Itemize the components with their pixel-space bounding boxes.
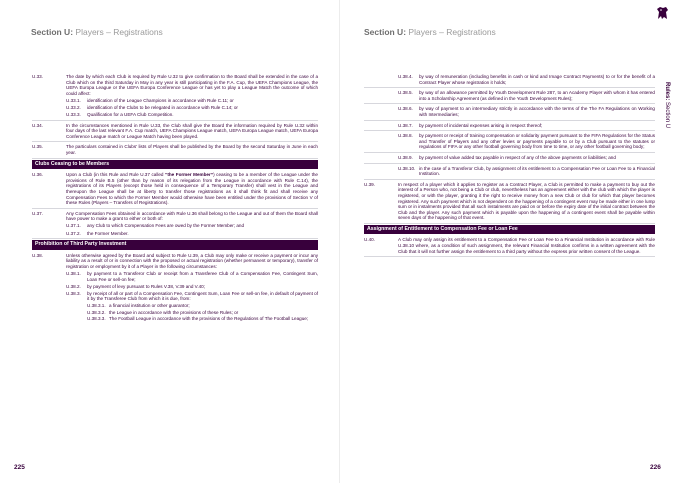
sub-rule-u38-8: U.38.8. by payment or receipt of training compensation or solidarity payment pursuant to the FIFA Regulations for the Status and Transfer of Players and any other levies or payments payable to or by a Club pursuant to the statutes or regulations of FIFA or any other football governing body from time to time, or any other football governing body; <box>364 131 655 153</box>
rule-u38 <box>32 251 318 324</box>
rule-u39 <box>364 180 655 224</box>
sub-sub-rule: U.38.3.2. the League in accordance with the provisions of these Rules; or <box>87 309 239 315</box>
heading-prohibition: Prohibition of Third Party Investment <box>32 240 318 250</box>
right-page <box>340 0 680 483</box>
right-content <box>364 72 655 257</box>
rule-u33 <box>32 72 318 121</box>
sub-rule: U.33.1. identification of the League Champions in accordance with Rule C.11; or <box>66 97 234 103</box>
sub-rule: U.38.2. by payment of levy pursuant to Rules V.38, V.39 and V.40; <box>66 283 205 289</box>
rule-text: In respect of a player which it applies to register as a Contract Player, a Club is permitted to make a payment to buy out the interest of a Person who, not being a Club or club, nevertheless has an agreement either with the club with which the player is registered, or with the player, granting it the right to receive money from a new Club or club for which that player becomes registered. Any such payment which is not dependent on the happening of a contingent event may be made either in one lump sum or in instalments provided that all such instalments are paid on or before the expiry date of the initial contract between the Club and the player. Any such payment which is payable upon the happening of a contingent event shall be payable within seven days of the happening of that event. <box>398 181 655 221</box>
sub-rule-u38-10: U.38.10. in the case of a Transferor Club, by assignment of its entitlement to a Compensation Fee or Loan Fee to a Financial Institution. <box>364 164 655 180</box>
rule-text: In the circumstances mentioned in Rule U.33, the Club shall give the Board the information required by Rule U.32 within four days of the last relevant F.A. Cup match, UEFA Champions League match, UEFA Europa League match, UEFA Europa Conference League match or League Match having been played. <box>66 122 318 139</box>
sub-rule: U.33.2. identification of the Clubs to be relegated in accordance with Rule C.14; or <box>66 104 238 110</box>
page-number: 226 <box>650 464 661 471</box>
rule-number: U.34. <box>32 122 43 128</box>
sub-rule: U.33.3. Qualification for a UEFA Club Competition. <box>66 112 174 118</box>
rule-number: U.37. <box>32 210 43 216</box>
side-tab: Rules: Section U <box>664 82 670 129</box>
rule-text: The date by which each Club is required by Rule U.32 to give confirmation to the Board shall be extended in the case of a Club which on the third Saturday in May in any year is still participating in the F.A. Cup, the UEFA Champions League, the UEFA Europa League or the UEFA Europa Conference League or has yet to play a League Match the outcome of which could affect: <box>66 74 318 96</box>
sub-rule: U.37.1. any Club to which Compensation Fees are owed by the Former Member; and <box>66 223 245 229</box>
rule-text: Any Compensation Fees obtained in accordance with Rule U.36 shall belong to the League and out of them the Board shall have power to make a grant to either or both of: <box>66 210 318 222</box>
rule-text: Unless otherwise agreed by the Board and subject to Rule U.39, a Club may only make or receive a payment or incur any liability as a result of or in connection with the proposed or actual registration (whether permanent or temporary), transfer of registration or employment by it of a Player in the following circumstances: <box>66 252 318 269</box>
rule-number: U.35. <box>32 144 43 150</box>
sub-sub-rule: U.38.3.3. The Football League in accordance with the provisions of the Regulations of The Football League; <box>87 316 309 322</box>
rule-number: U.36. <box>32 172 43 178</box>
rule-number: U.39. <box>364 181 375 187</box>
page-number: 225 <box>14 464 25 471</box>
rule-number: U.40. <box>364 237 375 243</box>
rule-u37 <box>32 209 318 239</box>
rule-number: U.38. <box>32 252 43 258</box>
rule-u35 <box>32 142 318 158</box>
sub-rule: U.37.2. the Former Member. <box>66 230 129 236</box>
section-title: Section U: Players – Registrations <box>364 27 496 37</box>
heading-ceasing-members: Clubs Ceasing to be Members <box>32 160 318 170</box>
sub-rule-u38-4: U.38.4. by way of remuneration (including benefits in cash or kind and Image Contract Payments) to or for the benefit of a Contract Player whose registration it holds; <box>364 72 655 88</box>
defined-term: “the Former Member” <box>165 172 214 178</box>
rule-number: U.33. <box>32 74 43 79</box>
rule-text: The particulars contained in Clubs' lists of Players shall be published by the Board by the second Saturday in June in each year. <box>66 144 318 156</box>
rule-text: A Club may only assign its entitlement to a Compensation Fee or Loan Fee to a Financial Institution in accordance with Rule U.38.10 where, as a condition of such assignment, the relevant Financial Institution confirms in a written agreement with the Club that it will not further assign the entitlement to a third party without the express prior written consent of the League. <box>398 237 655 254</box>
sub-rule-u38-6: U.38.6. by way of payment to an intermediary strictly in accordance with the terms of the The FA Regulations on Working with Intermediaries; <box>364 104 655 120</box>
left-content <box>32 72 318 324</box>
heading-assignment: Assignment of Entitlement to Compensation Fee or Loan Fee <box>364 225 655 235</box>
sub-rule-u38-5: U.38.5. by way of an allowance permitted by Youth Development Rule 287, to an Academy Player with whom it has entered into a Scholarship Agreement (as defined in the Youth Development Rules); <box>364 88 655 104</box>
section-title: Section U: Players – Registrations <box>31 27 163 37</box>
sub-rule-u38-7: U.38.7. by payment of incidental expenses arising in respect thereof; <box>364 121 655 132</box>
rule-u40 <box>364 235 655 257</box>
premier-league-lion-icon <box>656 6 669 20</box>
sub-rule-u38-9: U.38.9. by payment of value added tax payable in respect of any of the above payments or liabilities; and <box>364 153 655 164</box>
sub-rule: U.38.1. by payment to a Transferor Club or receipt from a Transferee Club of a Compensation Fee, Contingent Sum, Loan Fee or sell-on fee; <box>66 271 318 282</box>
rule-u34 <box>32 121 318 143</box>
rule-u36 <box>32 170 318 209</box>
rule-text: Upon a Club (in this Rule and Rule U.37 called “the Former Member”) ceasing to be a member of the League under the provisions of Rule B.5 (other than by reason of its relegation from the League in accordance with Rule C.14), the registrations of its Players (except those held in consequence of a Temporary Transfer) shall vest in the League and thereupon the League shall be at liberty to transfer those registrations as it shall think fit and shall receive any Compensation Fees to which the Former Member would otherwise have been entitled under the provisions of Section V of these Rules (Players – Transfers of Registrations). <box>66 172 318 206</box>
sub-sub-rule: U.38.3.1. a financial institution or other guarantor; <box>87 303 190 308</box>
sub-rule: U.38.3. by receipt of all or part of a Compensation Fee, Contingent Sum, Loan Fee or sell-on fee, in default of payment of it by the Transferee Club from which it is due, from: U.38.3.1. a financial institution or other guarantor; U.38.3.2. the League in accordance with the provisions of these Rules; or U.38.3.3. The Football League in accordance with the provisions of the Regulations of The Football League; <box>66 290 318 322</box>
